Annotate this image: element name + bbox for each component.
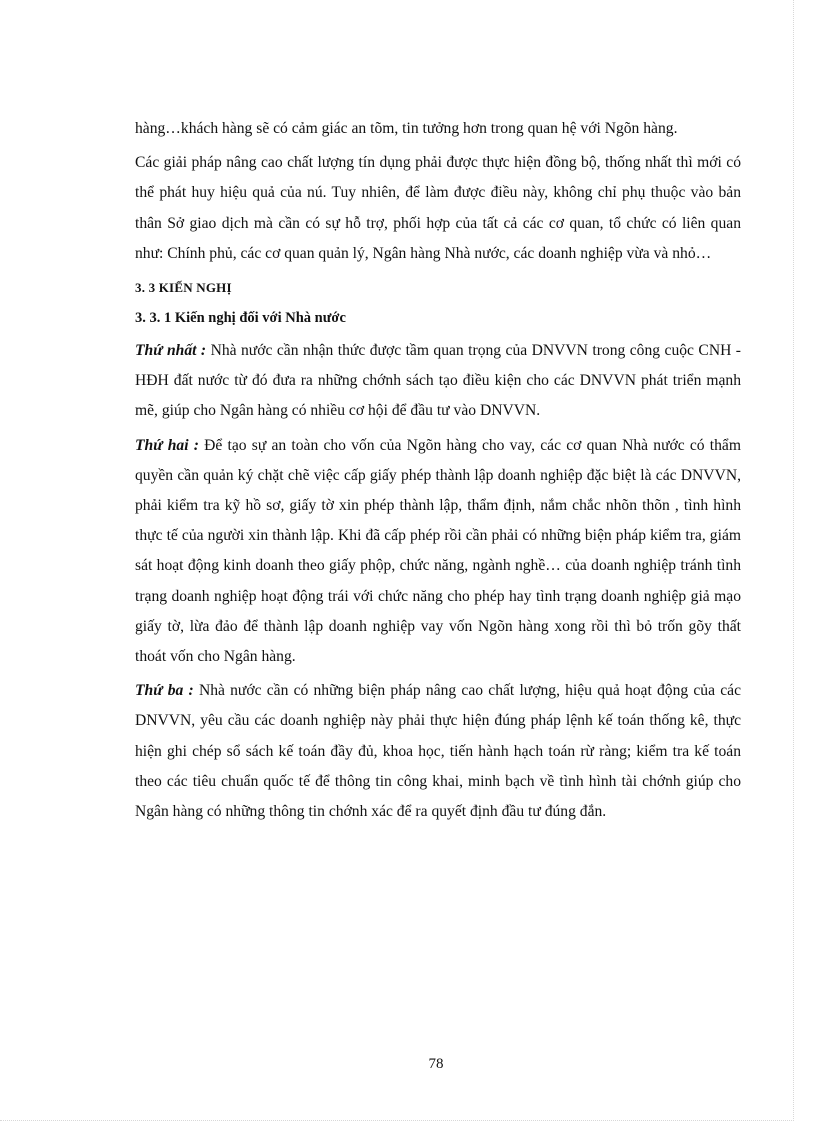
section-heading: 3. 3 KIẾN NGHỊ [135, 280, 232, 296]
recommendation-lead: Thứ hai : [135, 436, 199, 454]
recommendation-third [135, 676, 741, 827]
recommendation-text: Để tạo sự an toàn cho vốn của Ngõn hàng cho vay, các cơ quan Nhà nước có thẩm quyền cần quản ký chặt chẽ việc cấp giấy phép thành lập doanh nghiệp đặc biệt là các DNVVN, phải kiểm tra kỹ hồ sơ, giấy tờ xin phép thành lập, thẩm định, nắm chắc nhõn thõn , tình hình thực tế của người xin thành lập. Khi đã cấp phép rồi cần phải có những biện pháp kiểm tra, giám sát hoạt động kinh doanh theo giấy phộp, chức năng, ngành nghề… của doanh nghiệp tránh tình trạng doanh nghiệp hoạt động trái với chức năng cho phép hay tình trạng doanh nghiệp giả mạo giấy tờ, lừa đảo để thành lập doanh nghiệp vay vốn Ngõn hàng xong rồi thì bỏ trốn gõy thất thoát vốn cho Ngân hàng. [135, 436, 741, 666]
recommendation-second [135, 431, 741, 673]
subsection-heading: 3. 3. 1 Kiến nghị đối với Nhà nước [135, 310, 346, 327]
page-number: 78 [428, 1056, 444, 1072]
recommendation-text: Nhà nước cần nhận thức được tầm quan trọng của DNVVN trong công cuộc CNH - HĐH đất nước từ đó đưa ra những chớnh sách tạo điều kiện cho các DNVVN phát triển mạnh mẽ, giúp cho Ngân hàng có nhiều cơ hội để đầu tư vào DNVVN. [135, 342, 741, 420]
page-body [135, 114, 741, 831]
paragraph-solutions: Các giải pháp nâng cao chất lượng tín dụng phải được thực hiện đồng bộ, thống nhất thì mới có thể phát huy hiệu quả của nú. Tuy nhiên, để làm được điều này, không chỉ phụ thuộc vào bản thân Sở giao dịch mà cần có sự hỗ trợ, phối hợp của tất cả các cơ quan, tổ chức có liên quan như: Chính phủ, các cơ quan quản lý, Ngân hàng Nhà nước, các doanh nghiệp vừa và nhỏ… [135, 154, 741, 262]
recommendation-lead: Thứ nhất : [135, 342, 207, 360]
recommendation-lead: Thứ ba : [135, 682, 194, 700]
paragraph-continuation: hàng…khách hàng sẽ có cảm giác an tõm, tin tưởng hơn trong quan hệ với Ngõn hàng. [135, 120, 678, 137]
recommendation-first [135, 336, 741, 427]
recommendation-text: Nhà nước cần có những biện pháp nâng cao chất lượng, hiệu quả hoạt động của các DNVVN, yêu cầu các doanh nghiệp này phải thực hiện đúng pháp lệnh kế toán thống kê, thực hiện ghi chép sổ sách kế toán đầy đủ, khoa học, tiến hành hạch toán rừ ràng; kiểm tra kế toán theo các tiêu chuẩn quốc tế để thông tin công khai, minh bạch về tình hình tài chớnh giúp cho Ngân hàng có những thông tin chớnh xác để ra quyết định đầu tư đúng đắn. [135, 682, 741, 821]
